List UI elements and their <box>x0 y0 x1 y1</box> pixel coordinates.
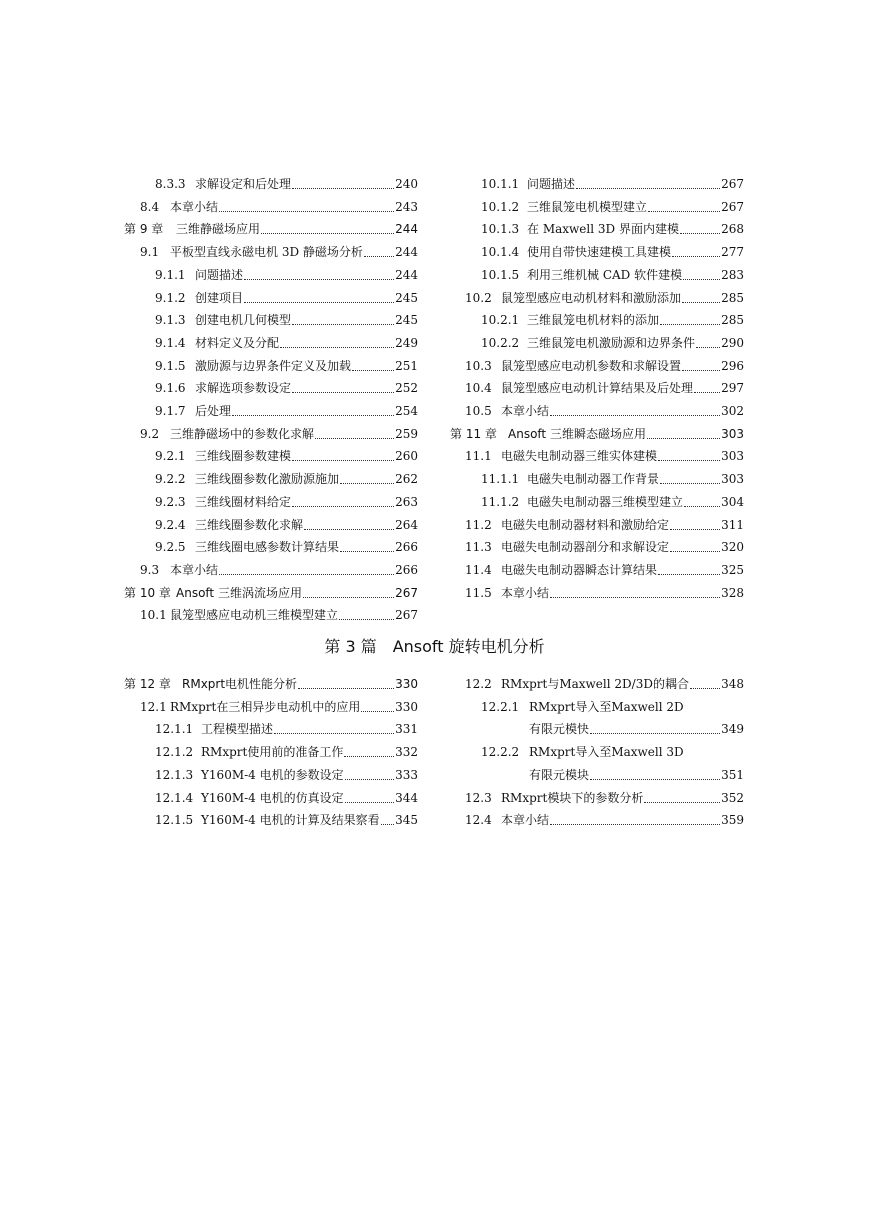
toc-entry-page: 303 <box>721 426 744 441</box>
dot-leader <box>292 315 394 325</box>
dot-leader <box>298 679 394 689</box>
toc-entry-title: 电磁失电制动器三维实体建模 <box>501 449 658 464</box>
dot-leader <box>672 247 720 257</box>
toc-entry[interactable] <box>465 446 744 466</box>
toc-entry-title: RMxprt导入至Maxwell 2D <box>529 699 684 714</box>
dot-leader <box>644 793 720 803</box>
toc-entry[interactable] <box>529 765 744 785</box>
toc-entry-number: 12.2 <box>465 677 492 691</box>
toc-entry-number: 12.1.3 <box>155 767 194 782</box>
dot-leader <box>576 179 720 189</box>
dot-leader <box>244 293 394 303</box>
toc-entry-title: 鼠笼型感应电动机材料和激励添加 <box>501 290 682 305</box>
toc-entry-page: 332 <box>395 745 418 760</box>
toc-entry-title: 在 Maxwell 3D 界面内建模 <box>527 222 679 237</box>
toc-entry-number: 第 10 章 <box>124 585 171 600</box>
toc-entry-page: 304 <box>721 494 744 509</box>
dot-leader <box>690 679 720 689</box>
toc-entry-number: 第 12 章 <box>124 677 171 691</box>
toc-entry-number: 9.2.3 <box>155 494 186 509</box>
toc-entry-number: 12.3 <box>465 790 492 805</box>
toc-entry[interactable] <box>140 697 418 717</box>
toc-entry-page: 260 <box>395 449 418 464</box>
toc-entry[interactable] <box>465 674 744 694</box>
toc-entry-number: 第 11 章 <box>450 426 497 441</box>
dot-leader <box>339 610 394 620</box>
toc-entry-page: 277 <box>721 245 744 260</box>
toc-entry-title: 激励源与边界条件定义及加载 <box>195 358 352 373</box>
toc-entry-title: Y160M-4 电机的计算及结果察看 <box>201 813 380 828</box>
toc-entry-number: 9.1.5 <box>155 358 186 373</box>
toc-entry[interactable] <box>140 424 418 444</box>
dot-leader <box>345 770 394 780</box>
dot-leader <box>683 270 720 280</box>
toc-entry-title: 有限元模块 <box>529 767 590 782</box>
toc-entry-number: 12.1 <box>140 699 167 714</box>
toc-entry-number: 11.5 <box>465 585 492 600</box>
dot-leader <box>274 724 394 734</box>
toc-entry[interactable] <box>155 401 418 421</box>
toc-entry-page: 348 <box>721 677 744 691</box>
toc-entry[interactable] <box>465 401 744 421</box>
toc-entry-number: 12.1.5 <box>155 813 194 828</box>
toc-entry[interactable] <box>124 583 418 603</box>
dot-leader <box>292 383 394 393</box>
toc-entry-title: 后处理 <box>195 404 232 418</box>
toc-entry[interactable] <box>140 197 418 217</box>
toc-entry-title: Y160M-4 电机的仿真设定 <box>201 790 344 805</box>
toc-entry-title: Y160M-4 电机的参数设定 <box>201 767 344 782</box>
toc-entry-page: 262 <box>395 472 418 487</box>
dot-leader <box>361 702 394 712</box>
toc-entry-page: 254 <box>395 404 418 418</box>
toc-entry-number: 10.1.4 <box>481 245 520 260</box>
dot-leader <box>682 293 720 303</box>
toc-entry-title: RMxprt模块下的参数分析 <box>501 790 644 805</box>
toc-entry-number: 12.1.4 <box>155 790 194 805</box>
toc-entry-page: 283 <box>721 267 744 282</box>
toc-entry-title: RMxprt电机性能分析 <box>182 677 298 691</box>
toc-entry-title: 三维线圈参数建模 <box>195 449 292 464</box>
toc-entry-title: 利用三维机械 CAD 软件建模 <box>527 267 683 282</box>
toc-entry-page: 349 <box>721 722 744 737</box>
toc-entry[interactable] <box>155 719 418 739</box>
toc-entry[interactable] <box>124 219 418 239</box>
toc-entry-page: 244 <box>395 222 418 237</box>
dot-leader <box>658 565 720 575</box>
dot-leader <box>219 202 394 212</box>
toc-entry[interactable] <box>465 537 744 557</box>
toc-entry[interactable] <box>155 378 418 398</box>
toc-entry-number: 10.1.1 <box>481 177 520 191</box>
toc-entry[interactable] <box>450 424 744 444</box>
dot-leader <box>232 406 394 416</box>
toc-entry-title: 鼠笼型感应电动机三维模型建立 <box>170 608 339 623</box>
dot-leader <box>660 315 720 325</box>
toc-entry[interactable] <box>465 560 744 580</box>
toc-entry[interactable] <box>124 674 418 694</box>
toc-entry-number: 12.2.1 <box>481 699 520 714</box>
toc-entry-page: 331 <box>395 722 418 737</box>
toc-entry-page: 251 <box>395 358 418 373</box>
dot-leader <box>292 451 394 461</box>
toc-entry[interactable] <box>465 356 744 376</box>
toc-entry-page: 296 <box>721 358 744 373</box>
dot-leader <box>590 770 720 780</box>
toc-entry-page: 240 <box>395 177 418 191</box>
toc-entry[interactable] <box>155 492 418 512</box>
toc-entry-number: 10.4 <box>465 381 492 396</box>
dot-leader <box>550 815 720 825</box>
toc-entry[interactable] <box>155 515 418 535</box>
toc-entry-title: 创建电机几何模型 <box>195 313 292 328</box>
toc-entry-title: 电磁失电制动器剖分和求解设定 <box>501 540 670 555</box>
toc-entry[interactable] <box>481 697 744 717</box>
dot-leader <box>364 247 394 257</box>
toc-entry[interactable] <box>465 288 744 308</box>
toc-entry-number: 9.1.4 <box>155 335 186 350</box>
toc-entry-page: 330 <box>395 699 418 714</box>
toc-entry-title: 有限元模快 <box>529 722 590 737</box>
dot-leader <box>352 361 394 371</box>
toc-entry-page: 285 <box>721 290 744 305</box>
dot-leader <box>219 565 394 575</box>
toc-entry-number: 12.1.2 <box>155 745 194 760</box>
dot-leader <box>670 542 720 552</box>
toc-entry-title: 电磁失电制动器材料和激励给定 <box>501 517 670 532</box>
toc-entry-number: 9.3 <box>140 562 160 577</box>
dot-leader <box>550 406 720 416</box>
dot-leader <box>647 429 720 439</box>
toc-entry-title: 问题描述 <box>527 177 576 191</box>
toc-entry-page: 267 <box>721 199 744 214</box>
dot-leader <box>292 179 394 189</box>
toc-entry-page: 244 <box>395 267 418 282</box>
toc-entry-title: 求解设定和后处理 <box>195 177 292 191</box>
dot-leader <box>696 338 720 348</box>
toc-entry[interactable] <box>155 333 418 353</box>
toc-entry[interactable] <box>465 583 744 603</box>
dot-leader <box>345 793 394 803</box>
toc-entry-title: 三维鼠笼电机激励源和边界条件 <box>527 335 696 350</box>
toc-entry[interactable] <box>529 719 744 739</box>
toc-entry-title: RMxprt与Maxwell 2D/3D的耦合 <box>501 677 689 691</box>
toc-entry-number: 10.1.3 <box>481 222 520 237</box>
toc-entry-page: 268 <box>721 222 744 237</box>
toc-entry-title: 三维线圈电感参数计算结果 <box>195 540 340 555</box>
toc-entry-page: 266 <box>395 540 418 555</box>
toc-entry-number: 9.2.5 <box>155 540 186 555</box>
toc-entry-number: 9.2 <box>140 426 160 441</box>
toc-entry-page: 267 <box>721 177 744 191</box>
toc-entry-number: 11.1 <box>465 449 492 464</box>
toc-entry[interactable] <box>481 310 744 330</box>
toc-entry[interactable] <box>481 742 744 762</box>
toc-entry-number: 8.3.3 <box>155 177 186 191</box>
toc-entry-title: 本章小结 <box>501 404 550 418</box>
toc-entry-title: 三维鼠笼电机模型建立 <box>527 199 648 214</box>
dot-leader <box>280 338 394 348</box>
toc-entry-number: 11.1.1 <box>481 472 520 487</box>
dot-leader <box>590 724 720 734</box>
dot-leader <box>381 815 394 825</box>
toc-entry-title: RMxprt导入至Maxwell 3D <box>529 745 684 760</box>
toc-entry-title: RMxprt在三相异步电动机中的应用 <box>170 699 361 714</box>
toc-entry-page: 303 <box>721 472 744 487</box>
toc-entry-number: 9.2.2 <box>155 472 186 487</box>
toc-entry-number: 11.3 <box>465 540 492 555</box>
toc-entry-page: 320 <box>721 540 744 555</box>
toc-entry-title: 本章小结 <box>170 199 219 214</box>
toc-entry-title: Ansoft 三维涡流场应用 <box>176 585 302 600</box>
dot-leader <box>684 497 720 507</box>
dot-leader <box>303 588 394 598</box>
toc-entry[interactable] <box>155 537 418 557</box>
toc-entry-title: 使用自带快速建模工具建模 <box>527 245 672 260</box>
toc-entry-title: 平板型直线永磁电机 3D 静磁场分析 <box>170 245 363 260</box>
toc-entry-number: 9.1.2 <box>155 290 186 305</box>
toc-entry-page: 266 <box>395 562 418 577</box>
toc-entry-page: 344 <box>395 790 418 805</box>
toc-entry[interactable] <box>155 265 418 285</box>
part-title: 第 3 篇 Ansoft 旋转电机分析 <box>324 637 545 656</box>
toc-entry-title: Ansoft 三维瞬态磁场应用 <box>508 426 646 441</box>
dot-leader <box>304 520 394 530</box>
toc-entry-page: 330 <box>395 677 418 691</box>
toc-entry[interactable] <box>140 560 418 580</box>
toc-entry[interactable] <box>155 469 418 489</box>
toc-entry[interactable] <box>465 515 744 535</box>
toc-entry-title: 本章小结 <box>501 585 550 600</box>
toc-entry-title: 三维静磁场应用 <box>176 222 261 237</box>
dot-leader <box>244 270 394 280</box>
toc-entry-number: 9.1.7 <box>155 404 186 418</box>
toc-entry[interactable] <box>140 605 418 625</box>
toc-entry-number: 12.4 <box>465 813 492 828</box>
toc-entry-title: 材料定义及分配 <box>195 335 280 350</box>
toc-entry[interactable] <box>481 469 744 489</box>
toc-entry-number: 10.1.2 <box>481 199 520 214</box>
toc-entry-title: 电磁失电制动器三维模型建立 <box>527 494 684 509</box>
toc-entry-title: RMxprt使用前的准备工作 <box>201 745 344 760</box>
dot-leader <box>694 383 720 393</box>
dot-leader <box>680 224 720 234</box>
toc-entry-number: 9.2.1 <box>155 449 186 464</box>
toc-entry-page: 285 <box>721 313 744 328</box>
toc-entry-page: 302 <box>721 404 744 418</box>
dot-leader <box>340 474 394 484</box>
toc-entry-number: 第 9 章 <box>124 222 164 237</box>
toc-entry[interactable] <box>155 356 418 376</box>
toc-entry-number: 9.1.1 <box>155 267 186 282</box>
toc-entry[interactable] <box>465 810 744 830</box>
toc-entry-title: 电磁失电制动器瞬态计算结果 <box>501 562 658 577</box>
toc-entry[interactable] <box>481 242 744 262</box>
dot-leader <box>344 747 394 757</box>
dot-leader <box>292 497 394 507</box>
toc-entry-page: 297 <box>721 381 744 396</box>
toc-entry-number: 10.1.5 <box>481 267 520 282</box>
toc-entry-page: 264 <box>395 517 418 532</box>
toc-entry-title: 求解选项参数设定 <box>195 381 292 396</box>
toc-entry[interactable] <box>481 333 744 353</box>
toc-entry-number: 10.2 <box>465 290 492 305</box>
toc-entry[interactable] <box>465 378 744 398</box>
toc-entry-number: 10.2.2 <box>481 335 520 350</box>
toc-entry-number: 9.1.6 <box>155 381 186 396</box>
toc-entry-number: 11.2 <box>465 517 492 532</box>
dot-leader <box>315 429 394 439</box>
toc-entry-page: 259 <box>395 426 418 441</box>
toc-entry-page: 267 <box>395 585 418 600</box>
toc-entry-number: 9.1.3 <box>155 313 186 328</box>
dot-leader <box>658 451 720 461</box>
toc-entry[interactable] <box>481 219 744 239</box>
toc-entry-title: 三维静磁场中的参数化求解 <box>170 426 315 441</box>
toc-entry-page: 267 <box>395 608 418 623</box>
toc-entry-page: 263 <box>395 494 418 509</box>
toc-entry-number: 11.1.2 <box>481 494 520 509</box>
toc-entry-title: 三维线圈参数化求解 <box>195 517 304 532</box>
toc-entry-title: 三维鼠笼电机材料的添加 <box>527 313 660 328</box>
toc-entry-number: 9.1 <box>140 245 160 260</box>
toc-entry-title: 工程模型描述 <box>201 722 274 737</box>
dot-leader <box>550 588 720 598</box>
toc-entry[interactable] <box>481 265 744 285</box>
toc-entry-title: 电磁失电制动器工作背景 <box>527 472 660 487</box>
toc-entry-title: 本章小结 <box>501 813 550 828</box>
toc-entry-page: 311 <box>721 517 744 532</box>
toc-entry-number: 10.3 <box>465 358 492 373</box>
dot-leader <box>682 361 720 371</box>
dot-leader <box>340 542 394 552</box>
toc-entry[interactable] <box>465 788 744 808</box>
dot-leader <box>261 224 394 234</box>
toc-entry-number: 10.2.1 <box>481 313 520 328</box>
toc-entry[interactable] <box>155 810 418 830</box>
toc-entry-page: 333 <box>395 767 418 782</box>
toc-entry-page: 325 <box>721 562 744 577</box>
toc-entry-title: 三维线圈材料给定 <box>195 494 292 509</box>
toc-entry-title: 创建项目 <box>195 290 244 305</box>
toc-entry-title: 鼠笼型感应电动机参数和求解设置 <box>501 358 682 373</box>
toc-entry[interactable] <box>155 446 418 466</box>
toc-entry-page: 328 <box>721 585 744 600</box>
toc-entry-number: 12.1.1 <box>155 722 194 737</box>
toc-entry-page: 345 <box>395 813 418 828</box>
toc-entry-page: 351 <box>721 767 744 782</box>
toc-entry[interactable] <box>481 197 744 217</box>
toc-entry[interactable] <box>481 492 744 512</box>
toc-entry[interactable] <box>155 288 418 308</box>
toc-entry-title: 问题描述 <box>195 267 244 282</box>
toc-entry-page: 290 <box>721 335 744 350</box>
toc-entry-number: 10.1 <box>140 608 167 623</box>
toc-entry[interactable] <box>155 742 418 762</box>
toc-entry[interactable] <box>140 242 418 262</box>
toc-entry[interactable] <box>155 310 418 330</box>
toc-entry-page: 245 <box>395 290 418 305</box>
toc-entry-page: 303 <box>721 449 744 464</box>
toc-entry-number: 10.5 <box>465 404 492 418</box>
toc-entry-page: 252 <box>395 381 418 396</box>
toc-entry-page: 244 <box>395 245 418 260</box>
toc-entry-number: 9.2.4 <box>155 517 186 532</box>
toc-entry[interactable] <box>155 174 418 194</box>
toc-entry-page: 249 <box>395 335 418 350</box>
toc-entry-page: 243 <box>395 199 418 214</box>
toc-entry-page: 245 <box>395 313 418 328</box>
toc-entry-page: 359 <box>721 813 744 828</box>
toc-entry[interactable] <box>155 788 418 808</box>
dot-leader <box>660 474 720 484</box>
toc-entry-title: 三维线圈参数化激励源施加 <box>195 472 340 487</box>
toc-entry[interactable] <box>155 765 418 785</box>
dot-leader <box>670 520 720 530</box>
toc-entry-title: 本章小结 <box>170 562 219 577</box>
toc-entry[interactable] <box>481 174 744 194</box>
toc-entry-title: 鼠笼型感应电动机计算结果及后处理 <box>501 381 694 396</box>
toc-entry-number: 8.4 <box>140 199 160 214</box>
toc-entry-number: 12.2.2 <box>481 745 520 760</box>
toc-entry-page: 352 <box>721 790 744 805</box>
toc-entry-number: 11.4 <box>465 562 492 577</box>
dot-leader <box>648 202 720 212</box>
